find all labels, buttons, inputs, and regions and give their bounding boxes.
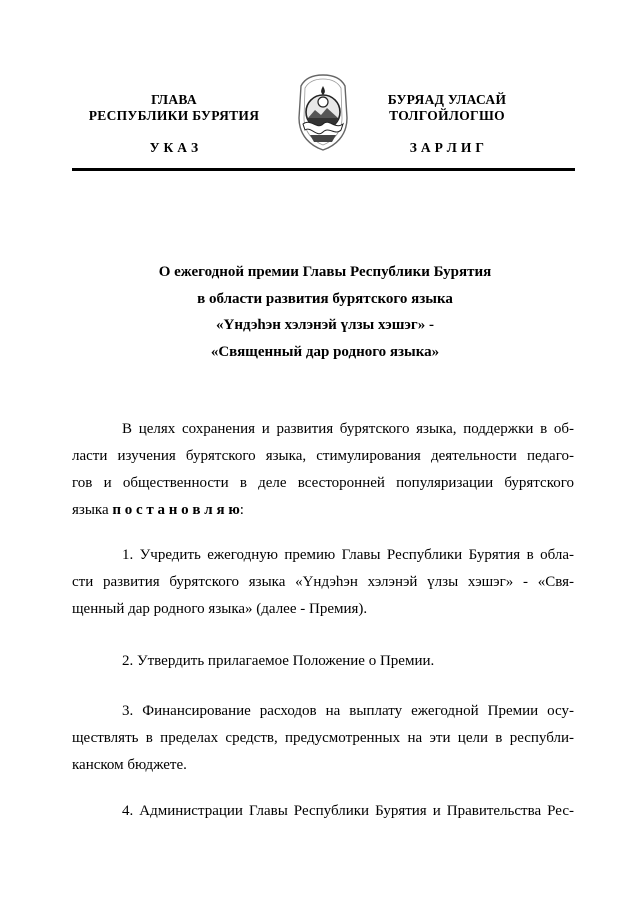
text-line: 2. Утвердить прилагаемое Положение о Премии. [122, 653, 435, 669]
header-right-doc-type: З А Р Л И Г [409, 140, 485, 155]
text-line: щенный дар родного языка» (далее - Премия). [72, 601, 368, 617]
text-line: ласти изучения бурятского языка, стимулирования деятельности педаго- [72, 448, 574, 464]
text-line: сти развития бурятского языка «Үндэһэн хэлэнэй үлзы хэшэг» - «Свя- [72, 574, 574, 590]
header-left-block [74, 92, 274, 156]
coat-of-arms [295, 72, 351, 152]
preamble-last-suffix: : [239, 502, 244, 518]
text-line: В целях сохранения и развития бурятского языка, поддержки в об- [122, 421, 574, 437]
decree-item-1 [72, 542, 574, 623]
text-line: ществлять в пределах средств, предусмотренных на эти цели в республи- [72, 730, 574, 746]
emblem-bottom-ribbon [310, 135, 336, 142]
decree-title-line: О ежегодной премии Главы Республики Бурятия [158, 264, 492, 280]
decree-title [74, 259, 576, 366]
header-right-title-line2: ТОЛГОЙЛОГШО [389, 108, 505, 123]
header-left-doc-type: У К А З [149, 140, 199, 155]
text-line: канском бюджете. [72, 757, 187, 773]
text-line: 4. Администрации Главы Республики Бурятия и Правительства Рес- [122, 803, 574, 819]
coat-of-arms-icon [295, 72, 351, 152]
header-right-title-line1: БУРЯАД УЛАСАЙ [387, 92, 507, 107]
text-line: 3. Финансирование расходов на выплату ежегодной Премии осу- [122, 703, 574, 719]
decree-item-3 [72, 698, 574, 779]
decree-title-line: в области развития бурятского языка [197, 290, 453, 307]
decree-title-line: «Үндэһэн хэлэнэй үлзы хэшэг» - [216, 317, 434, 334]
header-right-block [347, 92, 547, 156]
text-line: 1. Учредить ежегодную премию Главы Республики Бурятия в обла- [122, 547, 574, 563]
header-left-title-line2: РЕСПУБЛИКИ БУРЯТИЯ [88, 108, 260, 123]
preamble-last-prefix: языка [72, 502, 113, 518]
text-line [72, 497, 574, 524]
decree-item-2 [72, 648, 574, 675]
emblem-sun [318, 97, 328, 107]
decree-title-line: «Священный дар родного языка» [210, 344, 440, 361]
header-left-title-line1: ГЛАВА [151, 92, 197, 107]
resolve-keyword: п о с т а н о в л я ю [112, 502, 240, 518]
header-divider [72, 168, 575, 171]
decree-item-4 [72, 798, 574, 825]
text-line: гов и общественности в деле всесторонней популяризации бурятского [72, 475, 574, 491]
preamble-paragraph [72, 416, 574, 524]
